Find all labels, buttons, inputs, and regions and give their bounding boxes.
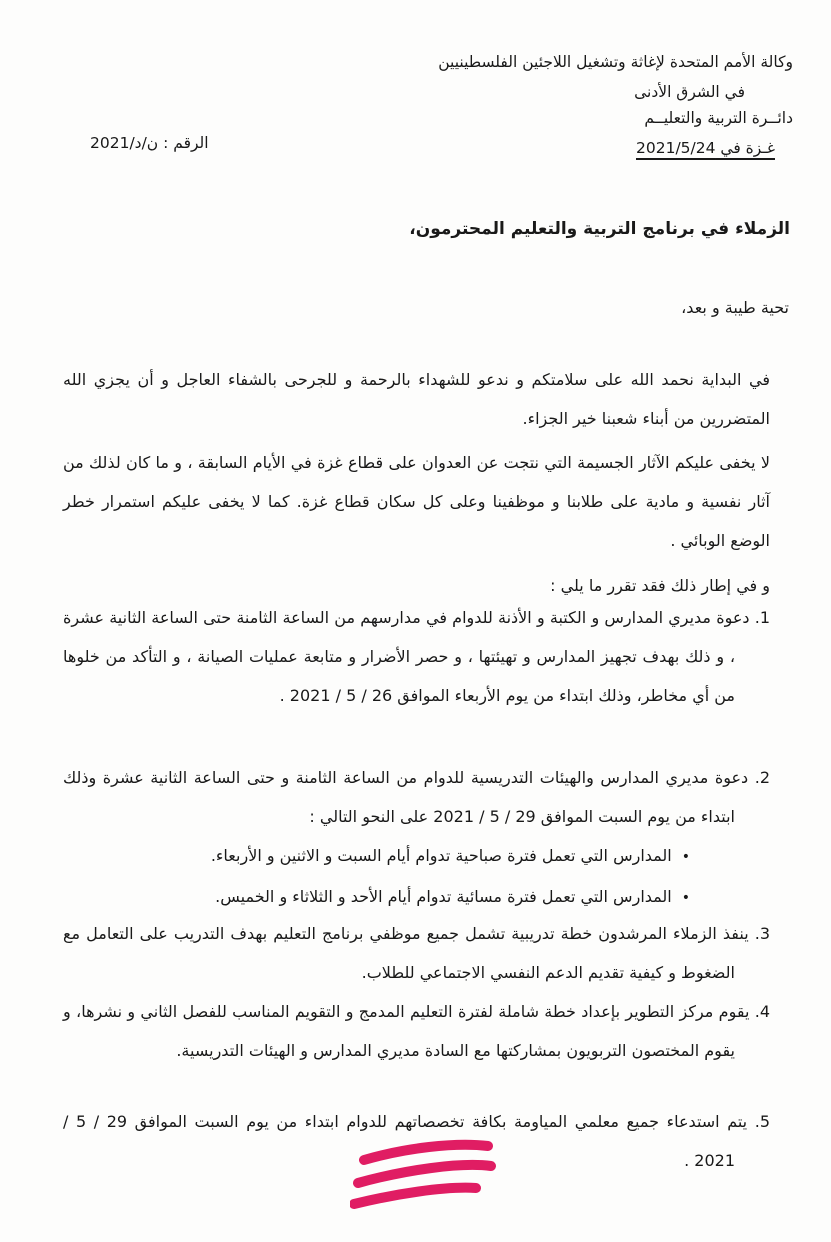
salutation-line: الزملاء في برنامج التربية والتعليم المحترمون،: [409, 219, 790, 239]
bullet-icon: •: [681, 849, 690, 865]
bullet-2-text: المدارس التي تعمل فترة مسائية تدوام أيام الأحد و الثلاثاء و الخميس.: [215, 887, 672, 906]
list-item-2-bullet-1: [63, 836, 690, 877]
list-item-2: [63, 758, 770, 918]
paragraph-opening: في البداية نحمد الله على سلامتكم و ندعو للشهداء بالرحمة و للجرحى بالشفاء العاجل و أن يجزي الله المتضررين من أبناء شعبنا خير الجزاء.: [63, 370, 770, 428]
list-item-2-text: دعوة مديري المدارس والهيئات التدريسية للدوام من الساعة الثامنة و حتى الساعة الثانية عشرة وذلك ابتداء من يوم السبت الموافق 29 / 5 / 2021 على النحو التالي :: [63, 768, 749, 826]
greeting-line: تحية طيبة و بعد،: [681, 298, 789, 317]
letterhead-place-date: غـزة في 2021/5/24: [636, 139, 775, 157]
list-number-5: 5.: [754, 1112, 770, 1131]
letterhead-agency-name: وكالة الأمم المتحدة لإغاثة وتشغيل اللاجئين الفلسطينيين: [438, 53, 793, 71]
list-item-1-text: دعوة مديري المدارس و الكتبة و الأذنة للدوام في مدارسهم من الساعة الثامنة حتى الساعة الثانية عشرة ، و ذلك بهدف تجهيز المدارس و تهيئتها ، و حصر الأضرار و متابعة عمليات الصيانة ، و التأكد من خلوها من أي مخاطر، وذلك ابتداء من يوم الأربعاء الموافق 26 / 5 / 2021 .: [63, 608, 750, 705]
list-item-3: [63, 914, 770, 992]
list-item-2-bullet-2: [63, 877, 690, 918]
bullet-1-text: المدارس التي تعمل فترة صباحية تدوام أيام السبت و الاثنين و الأربعاء.: [210, 846, 672, 865]
list-item-5-text: يتم استدعاء جميع معلمي المياومة بكافة تخصصاتهم للدوام ابتداء من يوم السبت الموافق 29 / 5 / 2021 .: [63, 1112, 748, 1170]
list-number-2: 2.: [754, 768, 770, 787]
list-item-1: [63, 598, 770, 715]
letterhead-region: في الشرق الأدنى: [634, 83, 745, 101]
list-number-3: 3.: [754, 924, 770, 943]
letterhead-department: دائــرة التربية والتعليــم: [644, 109, 793, 127]
bullet-icon: •: [681, 890, 690, 906]
reference-number: الرقم : ن/د/2021: [90, 134, 209, 152]
pink-scribble-annotation: [350, 1138, 498, 1210]
list-item-3-text: ينفذ الزملاء المرشدون خطة تدريبية تشمل جميع موظفي برنامج التعليم بهدف التدريب على التعامل مع الضغوط و كيفية تقديم الدعم النفسي الاجتماعي للطلاب.: [63, 924, 749, 982]
list-item-4-text: يقوم مركز التطوير بإعداد خطة شاملة لفترة التعليم المدمج و التقويم المناسب للفصل الثاني و نشرها، و يقوم المختصون التربويون بمشاركتها مع السادة مديري المدارس و الهيئات التدريسية.: [63, 1002, 750, 1060]
list-item-4: [63, 992, 771, 1070]
list-number-1: 1.: [754, 608, 770, 627]
list-number-4: 4.: [754, 1002, 771, 1021]
paragraph-situation: لا يخفى عليكم الآثار الجسيمة التي نتجت عن العدوان على قطاع غزة في الأيام السابقة ، و ما كان لذلك من آثار نفسية و مادية على طلابنا و موظفينا وعلى كل سكان قطاع غزة. كما لا يخفى عليكم استمرار خطر الوضع الوبائي .: [63, 453, 770, 550]
decision-intro-line: و في إطار ذلك فقد تقرر ما يلي :: [550, 576, 770, 595]
